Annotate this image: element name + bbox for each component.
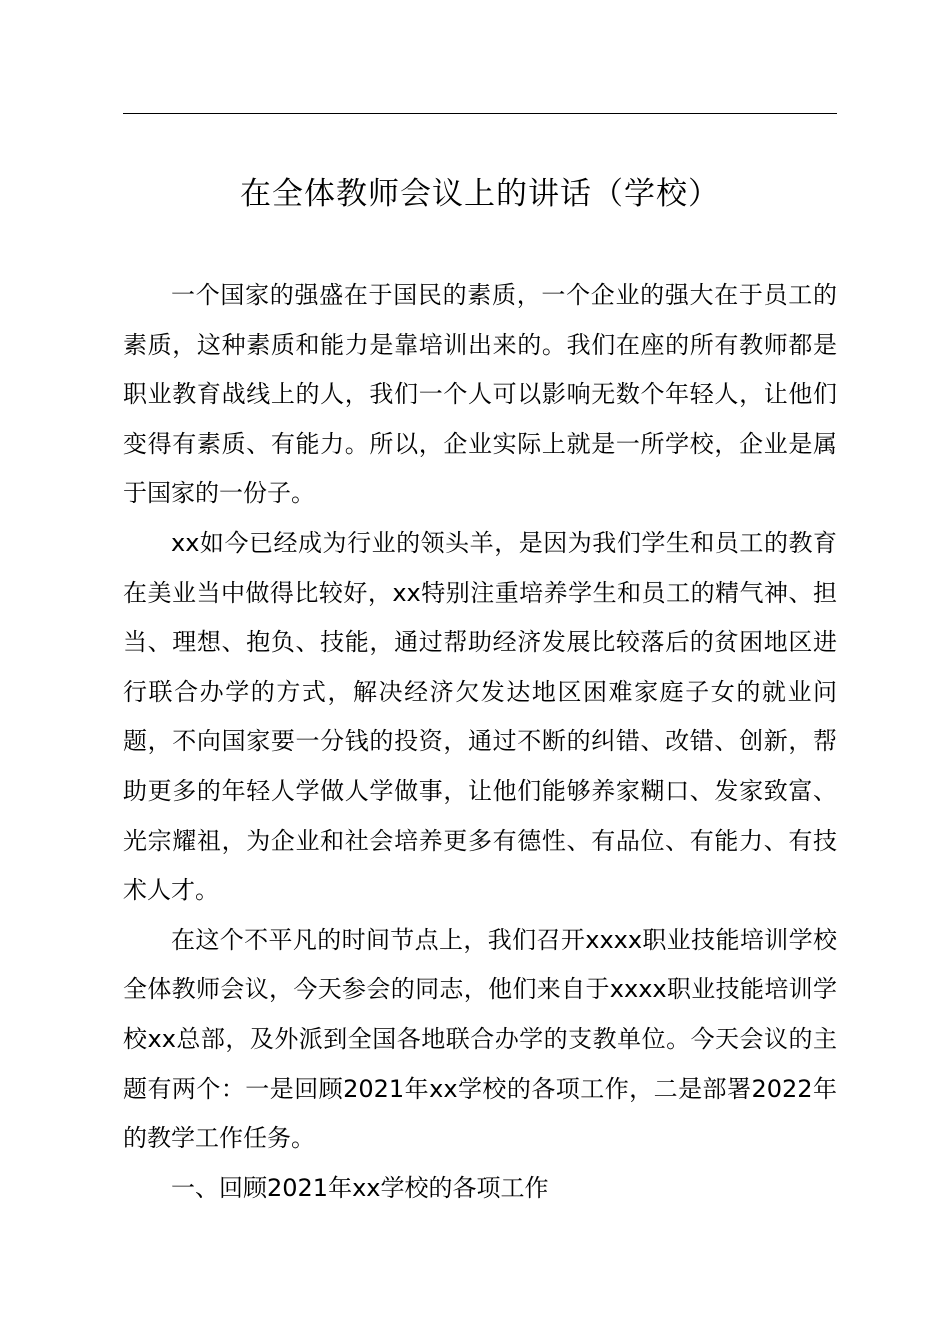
header-rule [123, 113, 837, 114]
document-title: 在全体教师会议上的讲话（学校） [240, 176, 720, 212]
section-heading: 一、回顾2021年xx学校的各项工作 [171, 1173, 549, 1202]
paragraph-industry-leader: xx如今已经成为行业的领头羊，是因为我们学生和员工的教育在美业当中做得比较好，xx特别注重培养学生和员工的精气神、担当、理想、抱负、技能，通过帮助经济发展比较落后的贫困地区进行联合办学的方式，解决经济欠发达地区困难家庭子女的就业问题，不向国家要一分钱的投资，通过不断的纠错、改错、创新，帮助更多的年轻人学做人学做事，让他们能够养家糊口、发家致富、光宗耀祖，为企业和社会培养更多有德性、有品位、有能力、有技术人才。 [123, 528, 837, 905]
paragraph-meeting-theme: 在这个不平凡的时间节点上，我们召开xxxx职业技能培训学校全体教师会议，今天参会的同志，他们来自于xxxx职业技能培训学校xx总部，及外派到全国各地联合办学的支教单位。今天会议的主题有两个：一是回顾2021年xx学校的各项工作，二是部署2022年的教学工作任务。 [123, 925, 837, 1153]
paragraph-intro: 一个国家的强盛在于国民的素质，一个企业的强大在于员工的素质，这种素质和能力是靠培训出来的。我们在座的所有教师都是职业教育战线上的人，我们一个人可以影响无数个年轻人，让他们变得有素质、有能力。所以，企业实际上就是一所学校，企业是属于国家的一份子。 [123, 281, 837, 508]
document-body [123, 271, 837, 1213]
